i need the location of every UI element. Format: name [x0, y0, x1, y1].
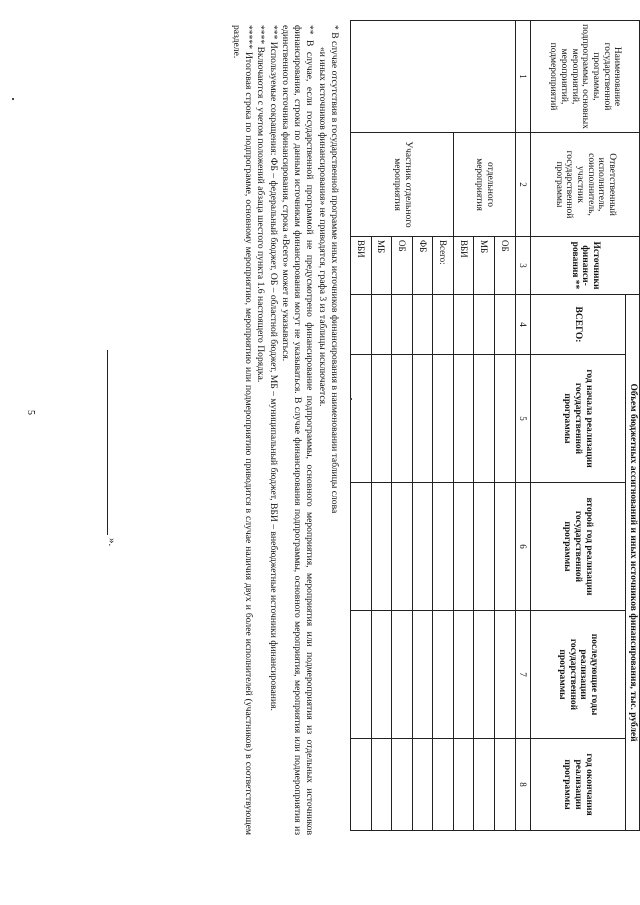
table-row — [433, 21, 454, 831]
footnote: **** Включаются с учетом положений абзаца шестого пункта 1.6 настоящего Порядка. — [255, 25, 267, 383]
header-year-end: год окончания реализации программы — [531, 739, 626, 831]
source-cell: ВБИ — [351, 237, 372, 295]
header-year-start: год начала реализации государственной программы — [531, 355, 626, 483]
footnotes — [230, 25, 340, 835]
source-cell: МБ — [371, 237, 392, 295]
column-number: 1 — [515, 21, 530, 133]
column-number-row — [515, 21, 530, 831]
header-total: ВСЕГО: — [531, 295, 626, 355]
scan-speck — [12, 98, 14, 100]
executor-cell: Участник отдельного мероприятия — [351, 133, 454, 237]
column-number: 8 — [515, 739, 530, 831]
source-cell: ОБ — [392, 237, 413, 295]
page-number: 5 — [25, 410, 36, 415]
footnote: ***** Итоговая строка по подпрограмме, основному мероприятию, мероприятию или подмероприятию приводится в случае наличия двух и более исполнителей (участников) в соответствующем разделе. — [230, 25, 255, 835]
column-number: 2 — [515, 133, 530, 237]
source-cell: МБ — [474, 237, 495, 295]
column-number: 4 — [515, 295, 530, 355]
header-name: Наименование государственной программы, подпрограммы, основных мероприятий, мероприятий, подмероприятий — [531, 21, 640, 133]
footnote: *** Используемые сокращения: ФБ – федеральный бюджет, ОБ – областной бюджет, МБ – муниципальный бюджет, ВБИ – внебюджетные источники финансирования. — [267, 25, 279, 711]
header-years-next: последующие годы реализации государственной программы — [531, 611, 626, 739]
table-row — [495, 21, 516, 831]
header-executor: Ответственный исполнитель, соисполнитель, участник государственной программы — [531, 133, 640, 237]
column-number: 7 — [515, 611, 530, 739]
source-cell: ОБ — [495, 237, 516, 295]
rotated-page — [65, 20, 640, 885]
financing-table — [350, 20, 640, 831]
name-cell — [351, 21, 516, 133]
column-number: 3 — [515, 237, 530, 295]
scan-speck — [350, 398, 352, 400]
header-sources: Источники финанси-рования ** — [531, 237, 640, 295]
header-year-second: второй год реализации государственной программы — [531, 483, 626, 611]
column-number: 5 — [515, 355, 530, 483]
signature-line — [107, 350, 108, 535]
source-cell: ВБИ — [453, 237, 474, 295]
source-cell: ФБ — [412, 237, 433, 295]
footnote: «и иных источников финансирования» не приводятся, графа 3 из таблицы исключается. — [316, 47, 328, 407]
closing-line — [100, 350, 120, 550]
executor-cell: отдельного мероприятия — [453, 133, 515, 237]
footnote: * В случае отсутствия в государственной программе иных источников финансирования в наименовании таблицы слова — [329, 25, 340, 514]
footnote: ** В случае, если государственной программой не предусмотрено финансирование подпрограммы, основного мероприятия, мероприятия или подмероприятия из отдельных источников финансирования, строки по данным источникам финансирования могут не указываться. В случае финансирования подпрограммы, основного мероприятия, мероприятия или подмероприятия из единственного источника финансирования, строка «Всего» может не указываться. — [279, 25, 316, 835]
header-budget-group: Объем бюджетных ассигнований и иных источников финансирования, тыс. рублей — [625, 295, 639, 831]
closing-quote: ». — [106, 538, 118, 547]
column-number: 6 — [515, 483, 530, 611]
source-cell: Всего: — [433, 237, 454, 295]
